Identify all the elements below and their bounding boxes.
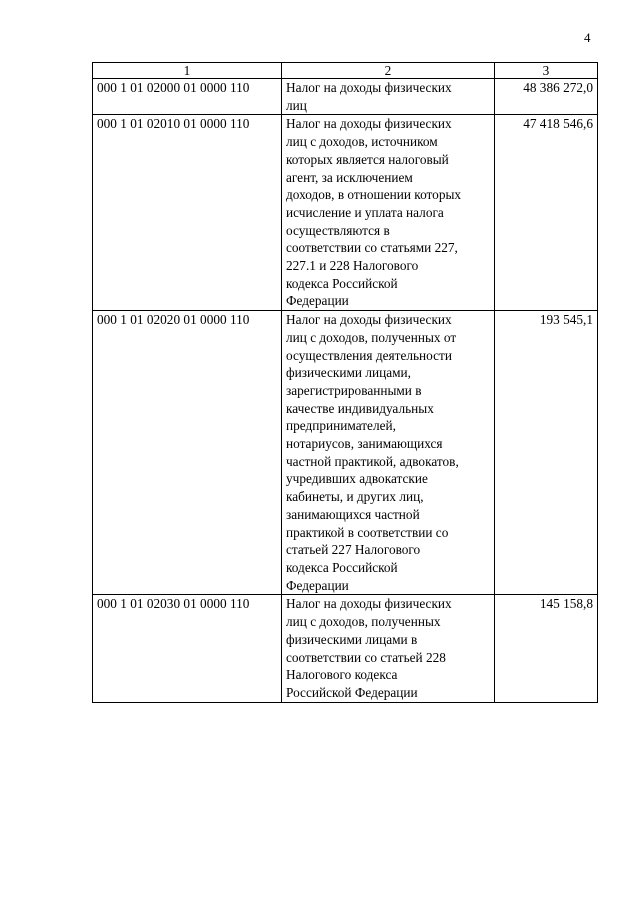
amount: 145 158,8 — [495, 595, 598, 702]
header-row — [93, 63, 598, 79]
amount: 47 418 546,6 — [495, 115, 598, 311]
revenue-name: Налог на доходы физических лиц — [282, 79, 495, 115]
table-row — [93, 115, 598, 311]
classification-code: 000 1 01 02010 01 0000 110 — [93, 115, 282, 311]
page-number: 4 — [584, 30, 591, 45]
classification-code: 000 1 01 02020 01 0000 110 — [93, 311, 282, 595]
table-row — [93, 79, 598, 115]
revenue-name: Налог на доходы физических лиц с доходов, источником которых является налоговый агент, за исключением доходов, в отношении которых исчисление и уплата налога осуществляются в соответствии со статьями 227, 227.1 и 228 Налогового кодекса Российской Федерации — [282, 115, 495, 311]
classification-code: 000 1 01 02030 01 0000 110 — [93, 595, 282, 702]
column-header-2: 2 — [282, 63, 495, 79]
amount: 193 545,1 — [495, 311, 598, 595]
table-row — [93, 595, 598, 702]
column-header-3: 3 — [495, 63, 598, 79]
table-row — [93, 311, 598, 595]
amount: 48 386 272,0 — [495, 79, 598, 115]
budget-table — [92, 62, 598, 703]
classification-code: 000 1 01 02000 01 0000 110 — [93, 79, 282, 115]
revenue-name: Налог на доходы физических лиц с доходов, полученных физическими лицами в соответствии со статьей 228 Налогового кодекса Российской Федерации — [282, 595, 495, 702]
revenue-name: Налог на доходы физических лиц с доходов, полученных от осуществления деятельности физическими лицами, зарегистрированными в качестве индивидуальных предпринимателей, нотариусов, занимающихся частной практикой, адвокатов, учредивших адвокатские кабинеты, и других лиц, занимающихся частной практикой в соответствии со статьей 227 Налогового кодекса Российской Федерации — [282, 311, 495, 595]
column-header-1: 1 — [93, 63, 282, 79]
